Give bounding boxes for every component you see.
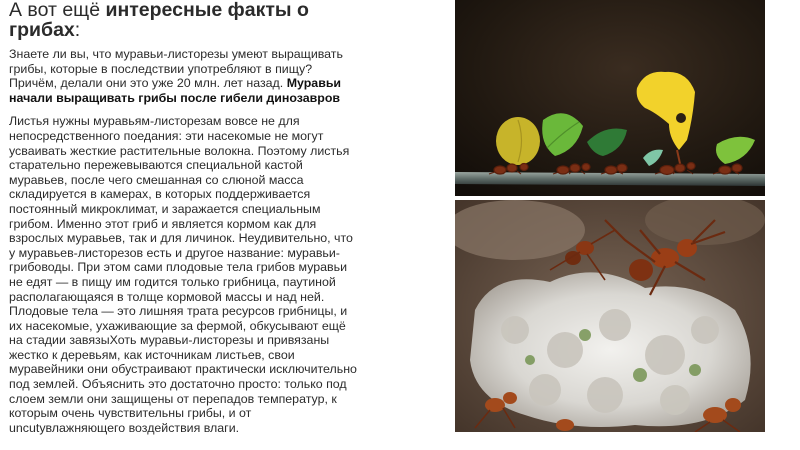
fungus-garden-illustration — [455, 200, 765, 432]
article-text — [9, 0, 359, 450]
paragraph-main-text: Листья нужны муравьям-листорезам вовсе не для непосредственного поедания: эти насекомые не могут усваивать жесткие растительные волокна. Поэтому листья старательно пережевываются специальной кастой муравьев, после чего смешанная со слюной масса складируется в камерах, в которых поддерживается постоянный микроклимат, и заражается специальным грибом. Именно этот гриб и является кормом как для взрослых муравьев, так и для личинок. Неудивительно, что у муравьев-листорезов есть и другое название: муравьи-грибоводы. При этом сами плодовые тела грибов муравьи не едят — в пищу им годится только грибница, паутиной располагающаяся в толще кормовой массы и над ней. Плодовые тела — это лишняя трата ресурсов грибницы, и их насекомые, ухаживающие за фермой, обкусывают ещё на стадии завязыХоть муравьи-листорезы и привязаны жестко к деревьям, как источникам листьев, свои муравейники они обустраивают практически исключительно под землей. Объяснить это достаточно просто: только под слоем земли они защищены от перепадов температур, к которым очень чувствительны грибы, и от uncut — [9, 114, 357, 435]
leafcutter-ants-illustration — [455, 0, 765, 196]
title-lead: А вот ещё — [9, 0, 106, 21]
paragraph-intro-text: Знаете ли вы, что муравьи-листорезы умеют выращивать грибы, которые в последствии употребляют в пищу? Причём, делали они это уже 20 млн. лет назад. — [9, 47, 343, 91]
paragraph-intro — [9, 47, 359, 105]
paragraph-intro-bold: Муравьи начали выращивать грибы после гибели динозавров — [9, 76, 342, 105]
paragraph-main — [9, 114, 359, 435]
title-bold: интересные факты о грибах — [9, 0, 309, 41]
page-title — [9, 0, 359, 40]
fungus-garden-photo — [455, 200, 765, 432]
leafcutter-ants-photo — [455, 0, 765, 196]
paragraph-main-tail: увлажняющего воздействия влаги. — [39, 420, 240, 435]
title-tail: : — [74, 19, 81, 41]
